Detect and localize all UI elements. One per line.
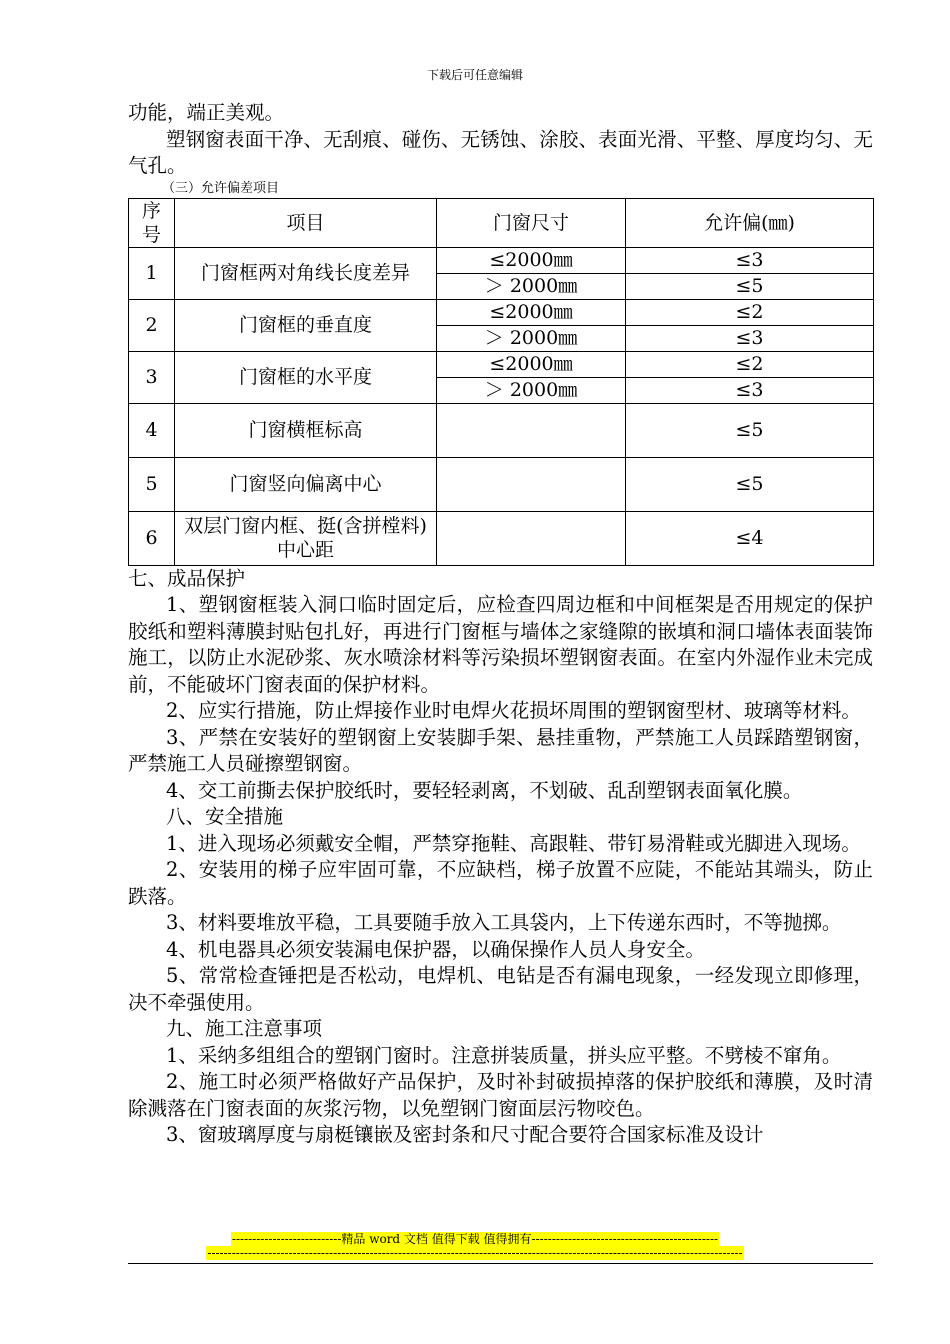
- table-row: [129, 351, 874, 377]
- row-size: ＞ 2000㎜: [437, 377, 626, 403]
- document-body: [128, 100, 873, 1149]
- intro-paragraph: 塑钢窗表面干净、无刮痕、碰伤、无锈蚀、涂胶、表面光滑、平整、厚度均匀、无气孔。: [128, 127, 873, 177]
- tolerance-table: [128, 198, 874, 566]
- row-item: 门窗框的垂直度: [175, 299, 437, 351]
- row-item: 门窗竖向偏离中心: [175, 457, 437, 511]
- row-item: 双层门窗内框、挺(含拼樘料)中心距: [175, 511, 437, 565]
- section-9-item-2: 2、施工时必须严格做好产品保护，及时补封破损掉落的保护胶纸和薄膜，及时清除溅落在门窗表面的灰浆污物，以免塑钢门窗面层污物咬色。: [128, 1070, 873, 1120]
- footer-banner-text: ---------------------------精品 word 文档 值得下载 值得拥有----------------------------------------------: [231, 1232, 719, 1246]
- section-7-item-4: 4、交工前撕去保护胶纸时，要轻轻剥离，不划破、乱刮塑钢表面氧化膜。: [166, 778, 803, 802]
- section-8-item-4: 4、机电器具必须安装漏电保护器，以确保操作人员人身安全。: [166, 937, 705, 961]
- section-7-item-2: 2、应实行措施，防止焊接作业时电焊火花损坏周围的塑钢窗型材、玻璃等材料。: [166, 699, 861, 722]
- row-size: ＞ 2000㎜: [437, 273, 626, 299]
- row-tolerance: ≤3: [626, 247, 874, 273]
- row-no: 5: [129, 457, 175, 511]
- section-8-title: 八、安全措施: [166, 805, 284, 828]
- section-9-item-3: 3、窗玻璃厚度与扇梃镶嵌及密封条和尺寸配合要符合国家标准及设计: [166, 1123, 764, 1146]
- intro-line-1: 功能，端正美观。: [128, 101, 285, 124]
- table-row: [129, 299, 874, 325]
- header-size: 门窗尺寸: [437, 198, 626, 247]
- section-8-item-5: 5、常常检查锤把是否松动，电焊机、电钻是否有漏电现象，一经发现立即修理，决不牵强使用。: [128, 964, 873, 1014]
- footer-divider: [128, 1263, 873, 1264]
- row-tolerance: ≤5: [626, 273, 874, 299]
- row-size: ≤2000㎜: [437, 247, 626, 273]
- table-caption: （三）允许偏差项目: [162, 180, 280, 196]
- section-7-item-1: 1、塑钢窗框装入洞口临时固定后，应检查四周边框和中间框架是否用规定的保护胶纸和塑料薄膜封贴包扎好，再进行门窗框与墙体之家缝隙的嵌填和洞口墙体表面装饰施工，以防止水泥砂浆、灰水喷涂材料等污染损坏塑钢窗表面。在室内外湿作业未完成前，不能破坏门窗表面的保护材料。: [128, 593, 873, 696]
- row-no: 3: [129, 351, 175, 403]
- row-item: 门窗框两对角线长度差异: [175, 247, 437, 299]
- row-tolerance: ≤5: [626, 403, 874, 457]
- header-tolerance: 允许偏(㎜): [626, 198, 874, 247]
- header-item: 项目: [175, 198, 437, 247]
- row-size: [437, 511, 626, 565]
- page-header-note: 下载后可任意编辑: [426, 68, 523, 82]
- section-8-item-2: 2、安装用的梯子应牢固可靠，不应缺档，梯子放置不应陡，不能站其端头，防止跌落。: [128, 858, 873, 908]
- row-tolerance: ≤3: [626, 325, 874, 351]
- row-tolerance: ≤2: [626, 299, 874, 325]
- row-no: 2: [129, 299, 175, 351]
- row-tolerance: ≤5: [626, 457, 874, 511]
- table-row: [129, 247, 874, 273]
- row-no: 1: [129, 247, 175, 299]
- section-8-item-3: 3、材料要堆放平稳，工具要随手放入工具袋内，上下传递东西时，不等抛掷。: [166, 911, 842, 934]
- header-no: 序号: [129, 198, 175, 247]
- section-9-title: 九、施工注意事项: [166, 1017, 323, 1040]
- row-item: 门窗横框标高: [175, 403, 437, 457]
- row-no: 4: [129, 403, 175, 457]
- footer-banner-line-2: [0, 1246, 950, 1260]
- table-header-row: [129, 198, 874, 247]
- section-9-item-1: 1、采纳多组组合的塑钢门窗时。注意拼装质量，拼头应平整。不劈棱不窜角。: [166, 1043, 842, 1067]
- row-size: ≤2000㎜: [437, 351, 626, 377]
- row-no: 6: [129, 511, 175, 565]
- table-row: [129, 457, 874, 511]
- row-size: ≤2000㎜: [437, 299, 626, 325]
- table-row: [129, 403, 874, 457]
- section-7-title: 七、成品保护: [128, 566, 246, 590]
- row-tolerance: ≤4: [626, 511, 874, 565]
- footer-dash-line: ------------------------------------------------------------------------------------------------------------------------------------: [207, 1246, 743, 1260]
- row-item: 门窗框的水平度: [175, 351, 437, 403]
- row-tolerance: ≤3: [626, 377, 874, 403]
- row-size: [437, 403, 626, 457]
- section-8-item-1: 1、进入现场必须戴安全帽，严禁穿拖鞋、高跟鞋、带钉易滑鞋或光脚进入现场。: [166, 831, 861, 855]
- table-row: [129, 511, 874, 565]
- footer-banner-line-1: [0, 1230, 950, 1247]
- row-tolerance: ≤2: [626, 351, 874, 377]
- section-7-item-3: 3、严禁在安装好的塑钢窗上安装脚手架、悬挂重物，严禁施工人员踩踏塑钢窗，严禁施工人员碰擦塑钢窗。: [128, 725, 873, 775]
- row-size: [437, 457, 626, 511]
- row-size: ＞ 2000㎜: [437, 325, 626, 351]
